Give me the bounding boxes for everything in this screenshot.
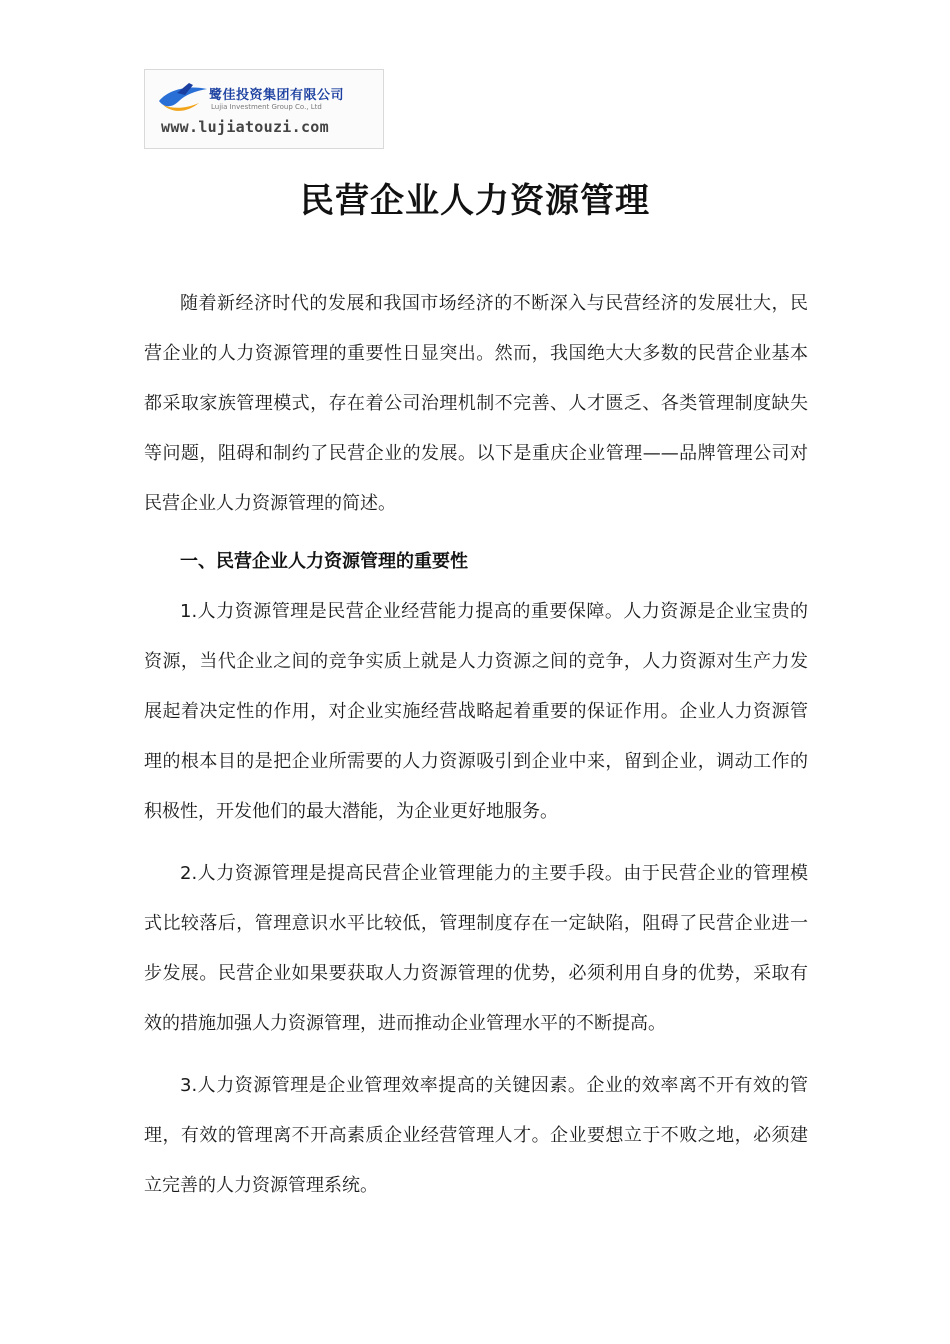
company-logo xyxy=(144,69,384,149)
logo-english-name: Lujia Investment Group Co., Ltd xyxy=(211,103,322,111)
document-title: 民营企业人力资源管理 xyxy=(300,181,650,221)
logo-company-name: 鹭佳投资集团有限公司 xyxy=(209,88,345,103)
document-body xyxy=(144,279,808,1211)
point-1-paragraph: 1.人力资源管理是民营企业经营能力提高的重要保障。人力资源是企业宝贵的资源，当代企业之间的竞争实质上就是人力资源之间的竞争，人力资源对生产力发展起着决定性的作用，对企业实施经营战略起着重要的保证作用。企业人力资源管理的根本目的是把企业所需要的人力资源吸引到企业中来，留到企业，调动工作的积极性，开发他们的最大潜能，为企业更好地服务。 xyxy=(144,601,808,822)
point-3-paragraph: 3.人力资源管理是企业管理效率提高的关键因素。企业的效率离不开有效的管理，有效的管理离不开高素质企业经营管理人才。企业要想立于不败之地，必须建立完善的人力资源管理系统。 xyxy=(144,1075,808,1196)
plane-logo-icon xyxy=(155,79,211,119)
point-2-paragraph: 2.人力资源管理是提高民营企业管理能力的主要手段。由于民营企业的管理模式比较落后，管理意识水平比较低，管理制度存在一定缺陷，阻碍了民营企业进一步发展。民营企业如果要获取人力资源管理的优势，必须利用自身的优势，采取有效的措施加强人力资源管理，进而推动企业管理水平的不断提高。 xyxy=(144,863,808,1034)
section-heading: 一、民营企业人力资源管理的重要性 xyxy=(180,551,468,572)
paragraph-spacer xyxy=(144,1049,808,1061)
logo-url: www.lujiatouzi.com xyxy=(161,118,329,136)
paragraph-spacer xyxy=(144,837,808,849)
intro-paragraph: 随着新经济时代的发展和我国市场经济的不断深入与民营经济的发展壮大，民营企业的人力资源管理的重要性日显突出。然而，我国绝大大多数的民营企业基本都采取家族管理模式，存在着公司治理机制不完善、人才匮乏、各类管理制度缺失等问题，阻碍和制约了民营企业的发展。以下是重庆企业管理——品牌管理公司对民营企业人力资源管理的简述。 xyxy=(144,293,808,514)
